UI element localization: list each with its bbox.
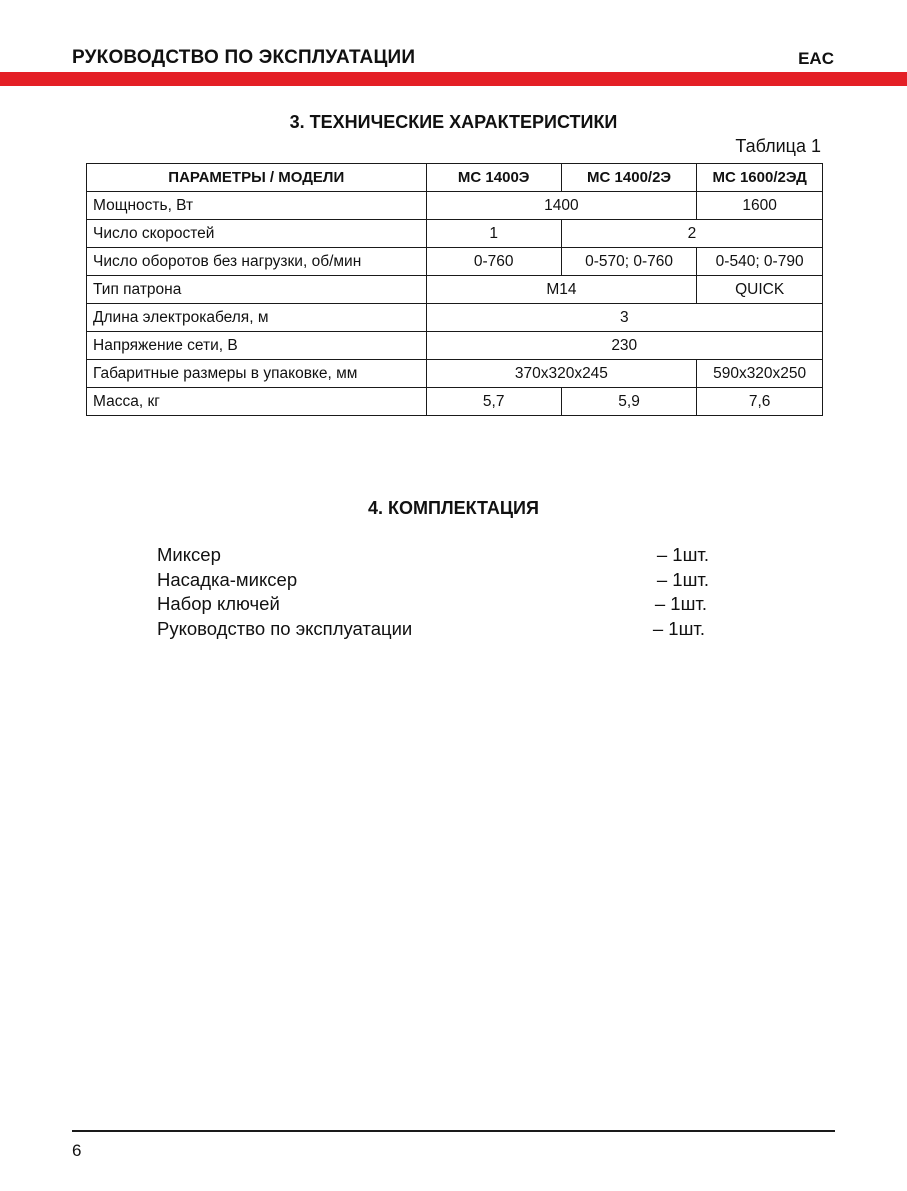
table-row <box>87 248 823 276</box>
value-cell: 370x320x245 <box>426 360 697 388</box>
value-cell: 0-760 <box>426 248 561 276</box>
header-cell-params: ПАРАМЕТРЫ / МОДЕЛИ <box>87 164 427 192</box>
kit-item-name: Набор ключей <box>157 593 280 614</box>
header-cell-model-3: МС 1600/2ЭД <box>697 164 823 192</box>
value-cell: 5,9 <box>561 388 696 416</box>
kit-item-qty: – 1шт. <box>654 593 707 614</box>
table-row <box>87 360 823 388</box>
value-cell: 2 <box>561 220 822 248</box>
eac-mark: EAC <box>798 49 834 68</box>
kit-item-name: Миксер <box>157 544 221 565</box>
value-cell: 7,6 <box>697 388 823 416</box>
value-cell: 3 <box>426 304 822 332</box>
specs-table <box>86 163 823 416</box>
table-row <box>87 192 823 220</box>
value-cell: QUICK <box>697 276 823 304</box>
param-dimensions: Габаритные размеры в упаковке, мм <box>87 360 427 388</box>
header-cell-model-1: МС 1400Э <box>426 164 561 192</box>
value-cell: 230 <box>426 332 822 360</box>
page-number: 6 <box>72 1141 82 1160</box>
list-item <box>157 593 717 618</box>
table-row <box>87 388 823 416</box>
document-header-title: РУКОВОДСТВО ПО ЭКСПЛУАТАЦИИ <box>72 47 416 68</box>
value-cell: 590x320x250 <box>697 360 823 388</box>
value-cell: 1600 <box>697 192 823 220</box>
kit-item-qty: – 1шт. <box>656 568 709 590</box>
param-power: Мощность, Вт <box>87 192 427 220</box>
param-rpm: Число оборотов без нагрузки, об/мин <box>87 248 427 276</box>
kit-item-name: Насадка-миксер <box>157 568 298 590</box>
param-voltage: Напряжение сети, В <box>87 332 427 360</box>
param-speeds: Число скоростей <box>87 220 427 248</box>
table-row <box>87 304 823 332</box>
header-red-band <box>0 72 907 86</box>
value-cell: М14 <box>426 276 697 304</box>
value-cell: 0-540; 0-790 <box>697 248 823 276</box>
table-header-row <box>87 164 823 192</box>
kit-item-name: Руководство по эксплуатации <box>157 617 413 639</box>
section-title-specs: 3. ТЕХНИЧЕСКИЕ ХАРАКТЕРИСТИКИ <box>289 112 618 132</box>
header-cell-model-2: МС 1400/2Э <box>561 164 696 192</box>
param-chuck: Тип патрона <box>87 276 427 304</box>
table-row <box>87 220 823 248</box>
param-cable: Длина электрокабеля, м <box>87 304 427 332</box>
kit-item-qty: – 1шт. <box>656 544 709 565</box>
kit-item-qty: – 1шт. <box>652 617 705 639</box>
value-cell: 1 <box>426 220 561 248</box>
value-cell: 0-570; 0-760 <box>561 248 696 276</box>
value-cell: 5,7 <box>426 388 561 416</box>
kit-list <box>157 544 717 642</box>
value-cell: 1400 <box>426 192 697 220</box>
param-mass: Масса, кг <box>87 388 427 416</box>
footer-divider <box>72 1130 835 1132</box>
section-title-kit: 4. КОМПЛЕКТАЦИЯ <box>368 498 539 518</box>
list-item <box>157 544 717 569</box>
table-caption: Таблица 1 <box>735 136 821 156</box>
list-item <box>157 569 717 594</box>
table-row <box>87 332 823 360</box>
table-row <box>87 276 823 304</box>
list-item <box>157 618 717 643</box>
